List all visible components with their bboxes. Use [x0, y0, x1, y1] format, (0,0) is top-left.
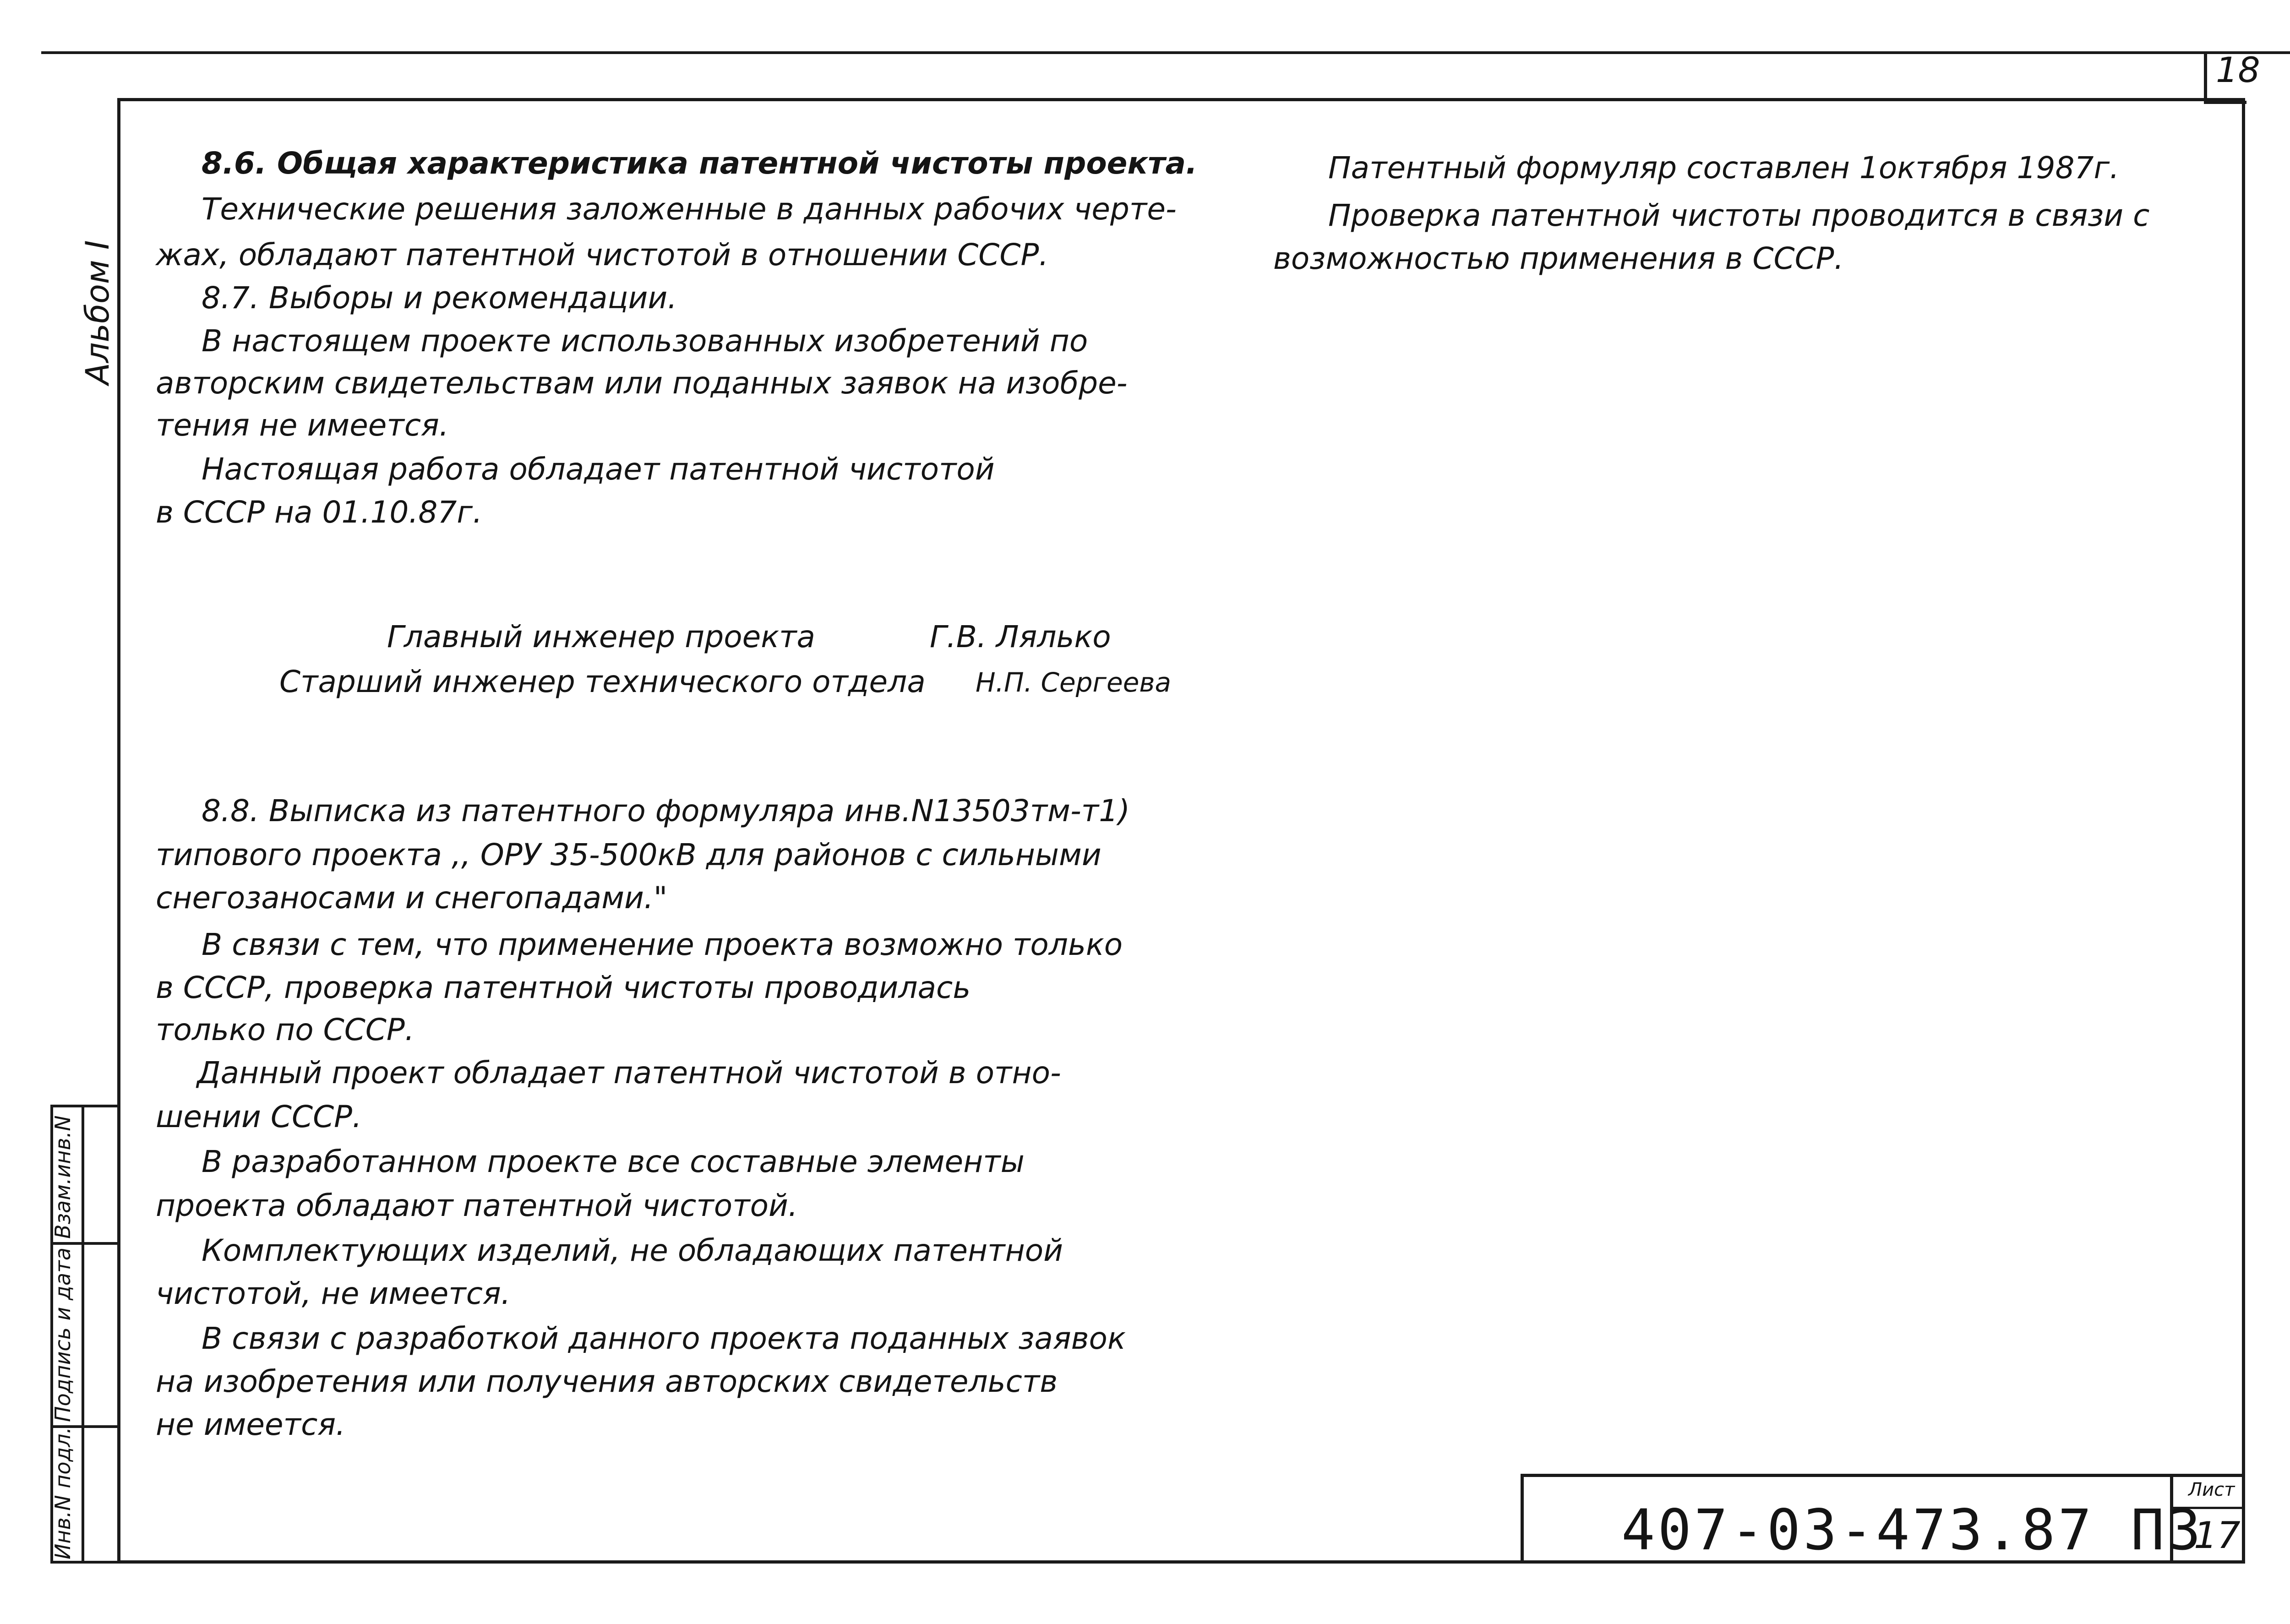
- s87-line5: в СССР на 01.10.87г.: [156, 495, 483, 530]
- s88-line6: только по СССР.: [156, 1012, 414, 1047]
- s88-line3: снегозаносами и снегопадами.": [156, 880, 668, 916]
- s88-line4: В связи с тем, что применение проекта возможно только: [202, 927, 1123, 962]
- s87-line1: В настоящем проекте использованных изобретений по: [202, 323, 1088, 359]
- signature2-role: Старший инженер технического отдела: [279, 664, 926, 699]
- s88-line11: Комплектующих изделий, не обладающих патентной: [202, 1233, 1063, 1268]
- signature1-role: Главный инженер проекта: [387, 619, 815, 654]
- s86-line1: Технические решения заложенные в данных рабочих черте-: [202, 191, 1177, 227]
- vzam-inv-label: Взам.инв.N: [50, 1115, 75, 1239]
- album-label: Альбом I: [79, 240, 116, 385]
- s88-line12: чистотой, не имеется.: [156, 1276, 511, 1311]
- page-number-top: 18: [2216, 49, 2260, 90]
- s88-line7: Данный проект обладает патентной чистотой в отно-: [197, 1055, 1061, 1090]
- right-line1: Патентный формуляр составлен 1октября 1987г.: [1328, 150, 2120, 185]
- binding-strip-divider: [82, 1105, 84, 1564]
- s88-line5: в СССР, проверка патентной чистоты проводилась: [156, 970, 971, 1005]
- s88-line13: В связи с разработкой данного проекта поданных заявок: [202, 1321, 1126, 1356]
- s86-title: 8.6. Общая характеристика патентной чистоты проекта.: [202, 146, 1198, 181]
- s88-line10: проекта обладают патентной чистотой.: [156, 1188, 798, 1223]
- s87-line2: авторским свидетельствам или поданных заявок на изобре-: [156, 365, 1128, 401]
- s88-line1: 8.8. Выписка из патентного формуляра инв.N13503тм-т1): [202, 793, 1130, 828]
- podpis-data-label: Подпись и дата: [50, 1247, 75, 1422]
- document-code: 407-03-473.87 ПЗ: [1621, 1498, 2204, 1563]
- signature1-name: Г.В. Лялько: [930, 619, 1111, 654]
- s87-title: 8.7. Выборы и рекомендации.: [202, 280, 677, 316]
- s87-line4: Настоящая работа обладает патентной чистотой: [202, 452, 995, 487]
- s88-line9: В разработанном проекте все составные элементы: [202, 1144, 1025, 1179]
- signature2-name: Н.П. Сергеева: [976, 667, 1172, 698]
- s86-line2: жах, обладают патентной чистотой в отношении СССР.: [156, 237, 1049, 272]
- s88-line8: шении СССР.: [156, 1099, 362, 1134]
- right-line2: Проверка патентной чистоты проводится в связи с: [1328, 198, 2150, 233]
- binding-strip-row1: [50, 1242, 117, 1245]
- right-line3: возможностью применения в СССР.: [1273, 241, 1844, 276]
- inv-podl-label: Инв.N подл.: [50, 1427, 75, 1559]
- sheet-label: Лист: [2188, 1479, 2235, 1500]
- sheet-number: 17: [2194, 1514, 2241, 1557]
- top-rule: [41, 51, 2290, 54]
- s88-line2: типового проекта ,, ОРУ 35-500кВ для районов с сильными: [156, 837, 1101, 872]
- s88-line14: на изобретения или получения авторских свидетельств: [156, 1364, 1058, 1399]
- s87-line3: тения не имеется.: [156, 408, 449, 443]
- s88-line15: не имеется.: [156, 1407, 346, 1442]
